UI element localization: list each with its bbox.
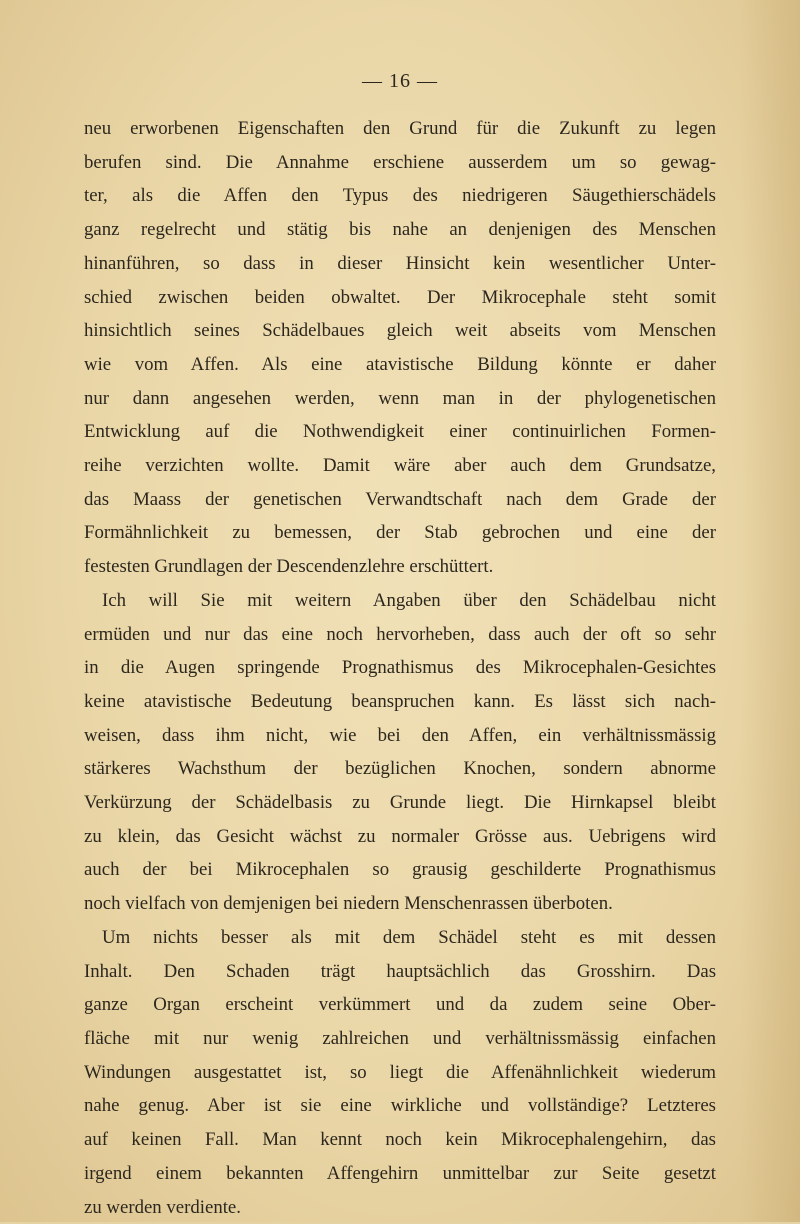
- text-line: nahe genug. Aber ist sie eine wirkliche und vollständige? Letzteres: [84, 1089, 716, 1123]
- text-line: Inhalt. Den Schaden trägt hauptsächlich das Grosshirn. Das: [84, 955, 716, 989]
- text-line: wie vom Affen. Als eine atavistische Bildung könnte er daher: [84, 348, 716, 382]
- text-line: Entwicklung auf die Nothwendigkeit einer continuirlichen Formen-: [84, 415, 716, 449]
- text-line: schied zwischen beiden obwaltet. Der Mikrocephale steht somit: [84, 281, 716, 315]
- text-line: hinsichtlich seines Schädelbaues gleich weit abseits vom Menschen: [84, 314, 716, 348]
- paragraph-2: [84, 584, 716, 921]
- text-line: Formähnlichkeit zu bemessen, der Stab gebrochen und eine der: [84, 516, 716, 550]
- text-line: Um nichts besser als mit dem Schädel steht es mit dessen: [84, 921, 716, 955]
- text-line: fläche mit nur wenig zahlreichen und verhältnissmässig einfachen: [84, 1022, 716, 1056]
- text-line: auf keinen Fall. Man kennt noch kein Mikrocephalengehirn, das: [84, 1123, 716, 1157]
- text-line: ter, als die Affen den Typus des niedrigeren Säugethierschädels: [84, 179, 716, 213]
- text-line: festesten Grundlagen der Descendenzlehre erschüttert.: [84, 550, 716, 584]
- text-line: noch vielfach von demjenigen bei niedern Menschenrassen überboten.: [84, 887, 716, 921]
- text-line: keine atavistische Bedeutung beanspruchen kann. Es lässt sich nach-: [84, 685, 716, 719]
- text-line: hinanführen, so dass in dieser Hinsicht kein wesentlicher Unter-: [84, 247, 716, 281]
- text-line: Ich will Sie mit weitern Angaben über den Schädelbau nicht: [84, 584, 716, 618]
- text-line: das Maass der genetischen Verwandtschaft nach dem Grade der: [84, 483, 716, 517]
- text-line: zu werden verdiente.: [84, 1191, 716, 1224]
- text-line: irgend einem bekannten Affengehirn unmittelbar zur Seite gesetzt: [84, 1157, 716, 1191]
- text-line: ganze Organ erscheint verkümmert und da zudem seine Ober-: [84, 988, 716, 1022]
- text-line: auch der bei Mikrocephalen so grausig geschilderte Prognathismus: [84, 853, 716, 887]
- text-line: neu erworbenen Eigenschaften den Grund für die Zukunft zu legen: [84, 112, 716, 146]
- paragraph-3: [84, 921, 716, 1224]
- page-body-text: [84, 112, 716, 1224]
- text-line: reihe verzichten wollte. Damit wäre aber auch dem Grundsatze,: [84, 449, 716, 483]
- text-line: ganz regelrecht und stätig bis nahe an denjenigen des Menschen: [84, 213, 716, 247]
- text-line: berufen sind. Die Annahme erschiene ausserdem um so gewag-: [84, 146, 716, 180]
- text-line: stärkeres Wachsthum der bezüglichen Knochen, sondern abnorme: [84, 752, 716, 786]
- text-line: in die Augen springende Prognathismus des Mikrocephalen-Gesichtes: [84, 651, 716, 685]
- paragraph-1: [84, 112, 716, 584]
- text-line: ermüden und nur das eine noch hervorheben, dass auch der oft so sehr: [84, 618, 716, 652]
- text-line: Windungen ausgestattet ist, so liegt die Affenähnlichkeit wiederum: [84, 1056, 716, 1090]
- text-line: nur dann angesehen werden, wenn man in der phylogenetischen: [84, 382, 716, 416]
- text-line: Verkürzung der Schädelbasis zu Grunde liegt. Die Hirnkapsel bleibt: [84, 786, 716, 820]
- text-line: zu klein, das Gesicht wächst zu normaler Grösse aus. Uebrigens wird: [84, 820, 716, 854]
- page-number-header: — 16 —: [0, 70, 800, 93]
- text-line: weisen, dass ihm nicht, wie bei den Affen, ein verhältnissmässig: [84, 719, 716, 753]
